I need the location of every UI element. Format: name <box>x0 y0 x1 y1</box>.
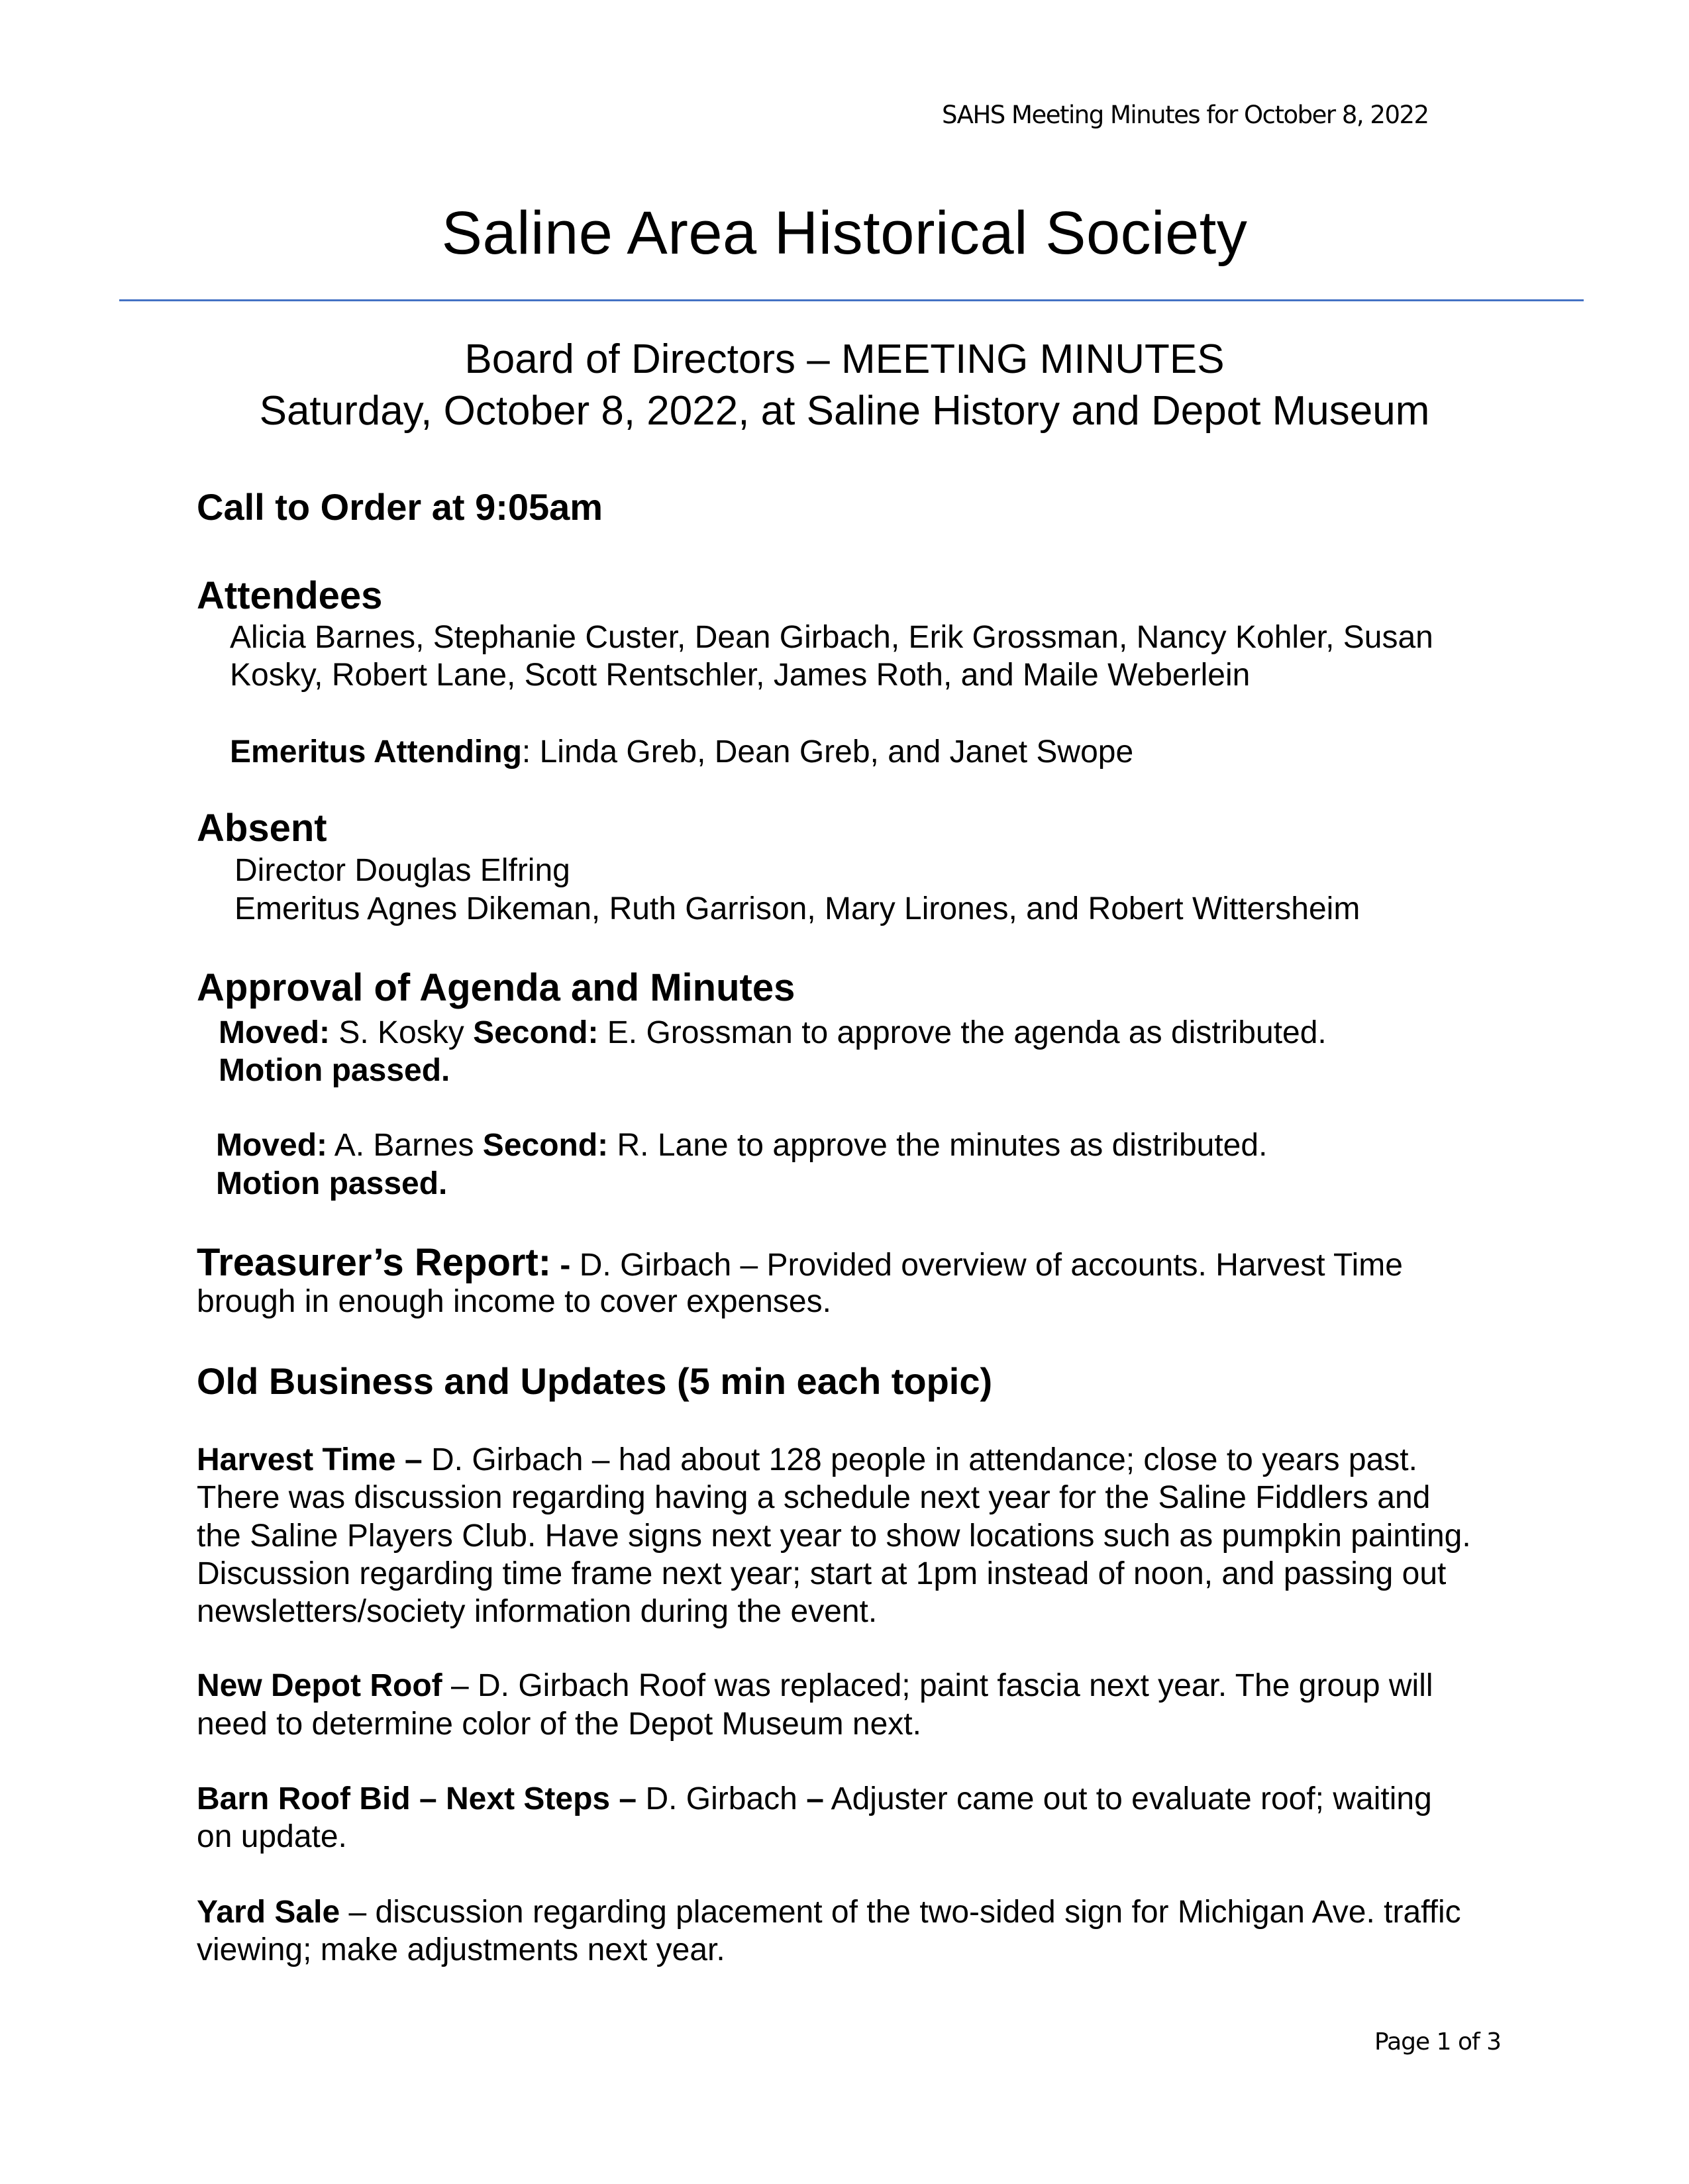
absent-line-2: Emeritus Agnes Dikeman, Ruth Garrison, Mary Lirones, and Robert Wittersheim <box>234 891 1360 926</box>
second-text: E. Grossman to approve the agenda as distributed. <box>598 1015 1327 1050</box>
barn-roof-text: Adjuster came out to evaluate roof; waiting <box>823 1781 1432 1816</box>
yard-sale-label: Yard Sale <box>197 1895 340 1930</box>
call-to-order: Call to Order at 9:05am <box>197 486 603 528</box>
motion-2 <box>216 1127 1267 1164</box>
treasurer-report-line-1 <box>197 1240 1403 1285</box>
treasurer-heading: Treasurer’s Report: <box>197 1241 552 1284</box>
attendees-line-1: Alicia Barnes, Stephanie Custer, Dean Girbach, Erik Grossman, Nancy Kohler, Susan <box>230 620 1433 655</box>
title-divider <box>119 299 1584 301</box>
yard-sale-line-2: viewing; make adjustments next year. <box>197 1932 725 1967</box>
treasurer-report-line-2: brough in enough income to cover expenses. <box>197 1284 831 1319</box>
second-label: Second: <box>473 1015 599 1050</box>
yard-sale-text: – discussion regarding placement of the two-sided sign for Michigan Ave. traffic <box>340 1895 1461 1930</box>
harvest-time-label: Harvest Time – <box>197 1442 423 1477</box>
running-header: SAHS Meeting Minutes for October 8, 2022 <box>942 101 1429 129</box>
harvest-time-line-4: Discussion regarding time frame next year; start at 1pm instead of noon, and passing out <box>197 1556 1447 1591</box>
emeritus-label: Emeritus Attending <box>230 734 522 769</box>
motion-2-result: Motion passed. <box>216 1166 448 1201</box>
organization-title: Saline Area Historical Society <box>441 199 1248 267</box>
absent-heading: Absent <box>197 807 327 850</box>
harvest-time-line-3: the Saline Players Club. Have signs next year to show locations such as pumpkin painting. <box>197 1518 1471 1554</box>
harvest-time-line-2: There was discussion regarding having a schedule next year for the Saline Fiddlers and <box>197 1480 1431 1515</box>
moved-name: S. Kosky <box>330 1015 474 1050</box>
harvest-time-line-1 <box>197 1442 1417 1478</box>
motion-1 <box>219 1015 1327 1051</box>
emeritus-attending <box>230 734 1133 770</box>
meeting-title: Board of Directors – MEETING MINUTES <box>464 336 1225 382</box>
attendees-heading: Attendees <box>197 574 383 617</box>
harvest-time-text: D. Girbach – had about 128 people in attendance; close to years past. <box>422 1442 1417 1477</box>
depot-roof-line-1 <box>197 1667 1433 1704</box>
meeting-date-location: Saturday, October 8, 2022, at Saline History and Depot Museum <box>259 388 1430 434</box>
emeritus-names: : Linda Greb, Dean Greb, and Janet Swope <box>521 734 1134 769</box>
depot-roof-line-2: need to determine color of the Depot Museum next. <box>197 1707 921 1742</box>
depot-roof-text: – D. Girbach Roof was replaced; paint fascia next year. The group will <box>442 1668 1433 1703</box>
second-label: Second: <box>482 1128 609 1163</box>
attendees-line-2: Kosky, Robert Lane, Scott Rentschler, James Roth, and Maile Weberlein <box>230 658 1251 693</box>
moved-name: A. Barnes <box>327 1128 483 1163</box>
absent-line-1: Director Douglas Elfring <box>234 853 570 888</box>
barn-roof-presenter: D. Girbach <box>637 1781 807 1816</box>
treasurer-dash: - <box>551 1248 580 1283</box>
moved-label: Moved: <box>216 1128 327 1163</box>
barn-roof-line-2: on update. <box>197 1819 347 1854</box>
harvest-time-line-5: newsletters/society information during the event. <box>197 1594 878 1629</box>
page-number: Page 1 of 3 <box>1374 2028 1501 2056</box>
treasurer-text: D. Girbach – Provided overview of accounts. Harvest Time <box>579 1248 1403 1283</box>
old-business-heading: Old Business and Updates (5 min each topic) <box>197 1360 993 1402</box>
approval-heading: Approval of Agenda and Minutes <box>197 966 795 1009</box>
yard-sale-line-1 <box>197 1894 1461 1930</box>
moved-label: Moved: <box>219 1015 330 1050</box>
depot-roof-label: New Depot Roof <box>197 1668 442 1703</box>
barn-roof-dash: – <box>806 1781 824 1816</box>
barn-roof-label: Barn Roof Bid – Next Steps – <box>197 1781 637 1816</box>
motion-1-result: Motion passed. <box>219 1053 450 1088</box>
second-text: R. Lane to approve the minutes as distributed. <box>608 1128 1268 1163</box>
barn-roof-line-1 <box>197 1781 1432 1817</box>
